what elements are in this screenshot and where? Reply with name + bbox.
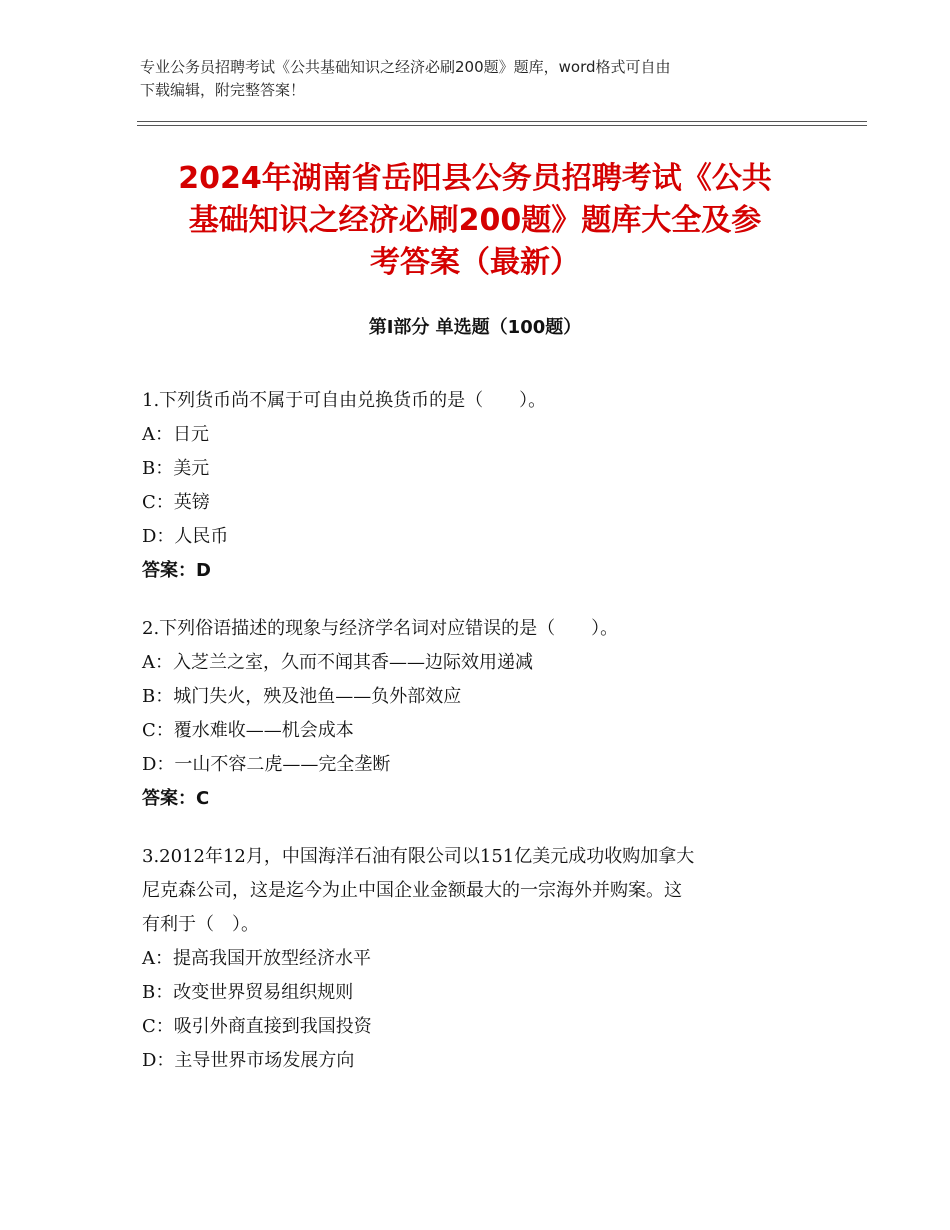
section-heading: 第Ⅰ部分 单选题（100题）: [368, 317, 582, 338]
title-line-1: 2024年湖南省岳阳县公务员招聘考试《公共: [178, 161, 772, 196]
page-header: [140, 56, 820, 102]
title-line-3: 考答案（最新）: [370, 245, 580, 280]
option-a: A：入芝兰之室，久而不闻其香——边际效用递减: [142, 652, 533, 673]
question-stem-line-1: 3.2012年12月，中国海洋石油有限公司以151亿美元成功收购加拿大: [142, 846, 695, 867]
header-line-1: 专业公务员招聘考试《公共基础知识之经济必刷200题》题库，word格式可自由: [140, 58, 671, 76]
option-d: D：人民币: [142, 526, 229, 547]
option-c: C：覆水难收——机会成本: [142, 720, 354, 741]
question-list: [142, 384, 812, 1102]
header-line-2: 下载编辑，附完整答案！: [140, 81, 306, 99]
header-divider: [137, 121, 867, 126]
question-stem-line-2: 尼克森公司，这是迄今为止中国企业金额最大的一宗海外并购案。这: [142, 880, 682, 901]
answer: 答案：C: [142, 788, 210, 809]
answer: 答案：D: [142, 560, 211, 581]
document-title: [120, 158, 830, 284]
option-a: A：提高我国开放型经济水平: [142, 948, 371, 969]
question-stem: 1.下列货币尚不属于可自由兑换货币的是（ ）。: [142, 390, 547, 411]
title-line-2: 基础知识之经济必刷200题》题库大全及参: [188, 203, 762, 238]
question-2: [142, 612, 812, 816]
option-b: B：改变世界贸易组织规则: [142, 982, 354, 1003]
question-stem-line-3: 有利于（ ）。: [142, 914, 259, 935]
option-d: D：主导世界市场发展方向: [142, 1050, 355, 1071]
option-c: C：英镑: [142, 492, 210, 513]
option-c: C：吸引外商直接到我国投资: [142, 1016, 372, 1037]
option-b: B：城门失火，殃及池鱼——负外部效应: [142, 686, 462, 707]
question-1: [142, 384, 812, 588]
question-stem: 2.下列俗语描述的现象与经济学名词对应错误的是（ ）。: [142, 618, 619, 639]
option-d: D：一山不容二虎——完全垄断: [142, 754, 391, 775]
option-b: B：美元: [142, 458, 210, 479]
option-a: A：日元: [142, 424, 209, 445]
question-3: [142, 840, 812, 1078]
